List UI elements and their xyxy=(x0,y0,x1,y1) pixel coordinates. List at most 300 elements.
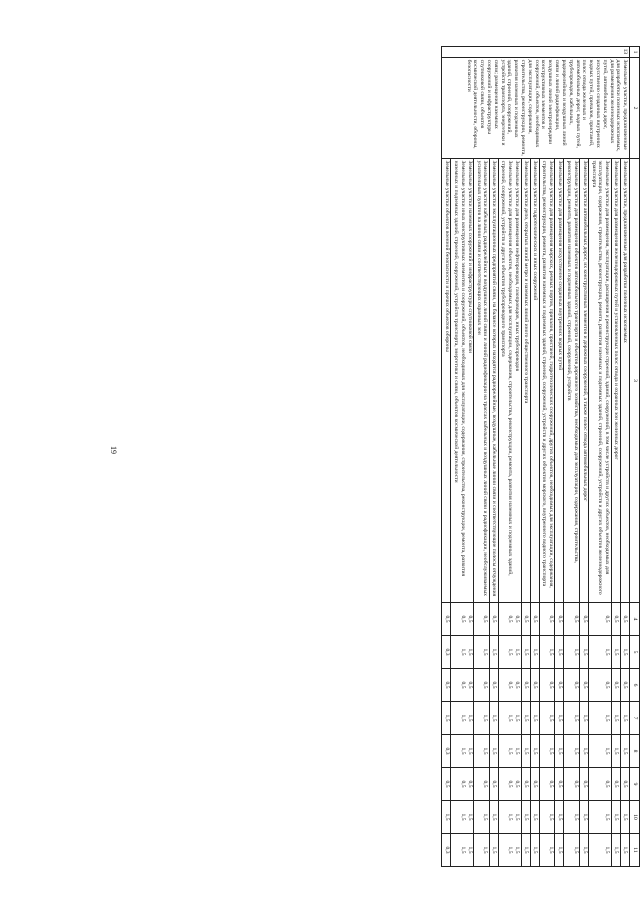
land-use-description xyxy=(620,159,629,603)
rate-value: 1,5 xyxy=(522,813,529,821)
rate-cell xyxy=(521,768,530,801)
rate-cell xyxy=(521,636,530,669)
rate-value: 0,5 xyxy=(513,780,520,788)
rate-value: 1,5 xyxy=(581,747,588,755)
table-row xyxy=(580,47,589,867)
rate-value: 1,5 xyxy=(466,813,473,821)
rate-value: 1,5 xyxy=(581,648,588,656)
rate-value: 0,5 xyxy=(459,615,466,623)
rate-cell xyxy=(489,669,498,702)
rate-cell xyxy=(521,702,530,735)
rate-value: 1,5 xyxy=(513,813,520,821)
rate-value: 0,5 xyxy=(443,681,450,689)
table-row xyxy=(451,47,474,867)
rate-value: 1,5 xyxy=(572,648,579,656)
rate-value: 1,5 xyxy=(556,714,563,722)
rate-cell xyxy=(620,669,629,702)
rate-value: 1,5 xyxy=(459,747,466,755)
rate-cell xyxy=(530,834,539,867)
land-use-description xyxy=(611,159,620,603)
rate-value: 1,5 xyxy=(513,846,520,854)
rate-cell xyxy=(555,768,564,801)
land-use-description xyxy=(555,159,564,603)
rate-value: 0,5 xyxy=(547,681,554,689)
rate-cell xyxy=(530,636,539,669)
rate-value: 0,5 xyxy=(581,615,588,623)
rate-cell xyxy=(498,834,521,867)
rate-cell xyxy=(564,603,580,636)
rate-cell xyxy=(611,702,620,735)
rate-value: 0,5 xyxy=(622,681,629,689)
rate-cell xyxy=(589,735,612,768)
rate-value: 1,5 xyxy=(604,747,611,755)
column-header: 6 xyxy=(629,669,639,702)
rate-value: 0,5 xyxy=(556,681,563,689)
description-line: Земельные участки для размещения, эксплуатации, расширения и реконструкции строений, зданий, сооружений, в том числе устройств и других объектов, необходимых для эксплуатации, содержания, строительства, реконструкции, ремонта, развития наземных и подземных зданий, строений, сооружений, устройств и других объектов железнодорожного транспорта xyxy=(590,160,611,595)
rate-cell xyxy=(539,702,555,735)
column-header: 2 xyxy=(629,58,639,159)
rate-cell xyxy=(451,735,474,768)
description-line: Земельные участки гидротехнических и иных сооружений xyxy=(531,160,538,301)
rate-cell xyxy=(530,669,539,702)
rate-value: 0,5 xyxy=(622,780,629,788)
rate-value: 1,5 xyxy=(482,747,489,755)
rate-value: 0,5 xyxy=(466,780,473,788)
rate-value: 1,5 xyxy=(466,747,473,755)
row-number-cell: 13 xyxy=(442,47,629,58)
rate-cell xyxy=(555,702,564,735)
rate-value: 1,5 xyxy=(604,813,611,821)
column-header: 11 xyxy=(629,834,639,867)
rate-value: 0,5 xyxy=(522,780,529,788)
rate-cell xyxy=(451,834,474,867)
land-use-description xyxy=(451,159,474,603)
rate-cell xyxy=(589,801,612,834)
rate-value: 0,5 xyxy=(604,615,611,623)
rate-cell xyxy=(442,801,451,834)
rate-value: 1,5 xyxy=(466,648,473,656)
rate-value: 0,5 xyxy=(459,780,466,788)
column-header: 5 xyxy=(629,636,639,669)
rate-cell xyxy=(451,801,474,834)
rate-value: 1,5 xyxy=(531,714,538,722)
rate-cell xyxy=(555,834,564,867)
rate-cell xyxy=(442,702,451,735)
rate-value: 0,5 xyxy=(513,615,520,623)
rate-cell xyxy=(555,636,564,669)
description-line: Земельные участки объектов военной безопасности и прочих объектов обороны xyxy=(443,160,450,352)
rate-value: 0,5 xyxy=(556,615,563,623)
rate-value: 0,5 xyxy=(466,615,473,623)
rate-value: 1,5 xyxy=(513,747,520,755)
table-body xyxy=(442,47,629,867)
table-row xyxy=(611,47,620,867)
rate-value: 0,5 xyxy=(507,681,514,689)
land-use-description xyxy=(564,159,580,603)
rate-value: 0,3 xyxy=(443,648,450,656)
rate-value: 0,5 xyxy=(547,780,554,788)
rate-value: 0,5 xyxy=(531,615,538,623)
rate-cell xyxy=(580,669,589,702)
rate-cell xyxy=(564,801,580,834)
rate-value: 1,5 xyxy=(556,813,563,821)
rate-value: 1,5 xyxy=(522,747,529,755)
rate-cell xyxy=(539,669,555,702)
rate-value: 1,5 xyxy=(507,714,514,722)
rate-cell xyxy=(442,834,451,867)
rate-value: 1,5 xyxy=(622,813,629,821)
rate-value: 0,5 xyxy=(547,615,554,623)
rate-cell xyxy=(474,669,490,702)
rate-value: 1,5 xyxy=(443,714,450,722)
rate-cell xyxy=(564,636,580,669)
rate-value: 1,5 xyxy=(531,846,538,854)
rate-value: 1,5 xyxy=(572,846,579,854)
rate-value: 1,5 xyxy=(572,813,579,821)
description-line: Земельные участки для размещения железнодорожных путей и установленных полос отвода и охранных зон железных дорог xyxy=(613,160,620,460)
rate-cell xyxy=(539,603,555,636)
land-use-description xyxy=(442,159,451,603)
rate-cell xyxy=(611,669,620,702)
description-line: Земельные участки, предназначенные для разработки полезных ископаемых xyxy=(622,160,629,343)
rate-cell xyxy=(555,603,564,636)
rate-value: 1,5 xyxy=(507,813,514,821)
rate-value: 0,5 xyxy=(522,681,529,689)
rate-value: 1,5 xyxy=(547,648,554,656)
rate-value: 1,5 xyxy=(581,714,588,722)
rate-value: 0,5 xyxy=(581,681,588,689)
rate-value: 1,5 xyxy=(547,714,554,722)
rate-value: 1,5 xyxy=(491,714,498,722)
rate-value: 0,5 xyxy=(622,615,629,623)
column-header: 8 xyxy=(629,735,639,768)
rate-value: 0,5 xyxy=(572,780,579,788)
rate-cell xyxy=(564,768,580,801)
rate-cell xyxy=(489,702,498,735)
rate-cell xyxy=(564,702,580,735)
category-cell: Земельные участки, предназначенные для разработки полезных ископаемых, для размещения железнодорожных путей, автомобильных дорог, искусственно созданных внутренних водных путей, причалов, пристаней, полос отвода железных и автомобильных дорог, водных путей, трубопроводов, кабельных, радиорелейных и воздушных линий связи и линий радиофикации, воздушных линий электропередачи конструктивных элементов и сооружений, объектов, необходимых для эксплуатации, содержания, строительства, реконструкции, ремонта, развития наземных и подземных зданий, строений, сооружений, устройств транспорта, энергетики и связи; размещения наземных сооружений и инфраструктуры спутниковой связи, объектов космической деятельности, обороны, безопасности xyxy=(442,58,629,159)
rate-cell xyxy=(521,735,530,768)
rate-cell xyxy=(498,768,521,801)
rate-cell xyxy=(442,636,451,669)
rate-cell xyxy=(498,669,521,702)
table-row xyxy=(530,47,539,867)
rate-cell xyxy=(530,735,539,768)
rate-value: 1,5 xyxy=(491,648,498,656)
column-header: 1 xyxy=(629,47,639,58)
rate-value: 0,5 xyxy=(466,681,473,689)
rate-cell xyxy=(620,702,629,735)
rate-cell xyxy=(530,603,539,636)
rate-value: 1,5 xyxy=(572,714,579,722)
rate-cell xyxy=(611,636,620,669)
rate-value: 1,5 xyxy=(531,648,538,656)
rate-cell xyxy=(620,768,629,801)
rate-cell xyxy=(589,702,612,735)
rate-cell xyxy=(474,636,490,669)
rate-value: 1,5 xyxy=(459,714,466,722)
column-header: 3 xyxy=(629,159,639,603)
rate-value: 0,5 xyxy=(459,681,466,689)
rate-value: 1,5 xyxy=(604,846,611,854)
rate-cell xyxy=(530,801,539,834)
rate-value: 1,5 xyxy=(466,846,473,854)
rate-value: 0,5 xyxy=(531,780,538,788)
rate-cell xyxy=(564,669,580,702)
rate-value: 0,5 xyxy=(482,615,489,623)
rate-cell xyxy=(474,768,490,801)
rate-value: 0,5 xyxy=(531,681,538,689)
rate-value: 1,5 xyxy=(622,714,629,722)
rate-cell xyxy=(580,702,589,735)
rate-cell xyxy=(530,702,539,735)
rate-value: 1,5 xyxy=(443,813,450,821)
rate-value: 1,5 xyxy=(507,747,514,755)
rate-value: 0,5 xyxy=(507,615,514,623)
description-line: Земельные участки наземных сооружений и инфраструктуры спутниковой связи xyxy=(466,160,473,353)
rate-value: 1,5 xyxy=(482,714,489,722)
description-line: Земельные участки для размещения искусственно созданных внутренних водных путей xyxy=(556,160,563,371)
rate-value: 0,3 xyxy=(443,747,450,755)
rate-cell xyxy=(555,669,564,702)
table-row xyxy=(620,47,629,867)
rate-cell xyxy=(442,735,451,768)
rate-value: 1,5 xyxy=(547,813,554,821)
land-use-description xyxy=(521,159,530,603)
rate-cell xyxy=(521,669,530,702)
rate-cell xyxy=(451,702,474,735)
rate-cell xyxy=(489,768,498,801)
rate-cell xyxy=(589,768,612,801)
rate-cell xyxy=(474,702,490,735)
column-header: 9 xyxy=(629,768,639,801)
rate-value: 0,5 xyxy=(482,780,489,788)
rate-value: 1,5 xyxy=(613,747,620,755)
rate-cell xyxy=(498,735,521,768)
rate-cell xyxy=(489,603,498,636)
rate-value: 0,5 xyxy=(581,780,588,788)
rate-cell xyxy=(489,834,498,867)
rate-value: 1,5 xyxy=(459,648,466,656)
rate-value: 0,5 xyxy=(507,780,514,788)
rate-cell xyxy=(474,735,490,768)
rate-value: 1,5 xyxy=(531,747,538,755)
description-line: Земельные участки для размещения объектов автомобильного транспорта и объектов дорожного хозяйства, необходимых для эксплуатации, содержания, строительства, реконструкции, ремонта, развития наземных и подземных зданий, строений, сооружений, устройств xyxy=(565,160,579,563)
rate-cell xyxy=(451,603,474,636)
rate-value: 1,5 xyxy=(522,648,529,656)
rate-value: 1,5 xyxy=(613,714,620,722)
rate-value: 1,5 xyxy=(572,747,579,755)
land-use-description xyxy=(539,159,555,603)
rate-value: 1,5 xyxy=(613,846,620,854)
rate-cell xyxy=(611,735,620,768)
rate-cell xyxy=(498,801,521,834)
table-row xyxy=(489,47,498,867)
rate-value: 0,5 xyxy=(443,615,450,623)
land-use-description xyxy=(530,159,539,603)
rate-value: 0,5 xyxy=(491,681,498,689)
description-line: Земельные участки иных конструктивных элементов и сооружений, объектов, необходимых для эксплуатации, содержания, строительства, реконструкции, ремонта, развития наземных и подземных зданий, строений, сооружений, устройств транспорта, энергетики и связи, объектов космической деятельности xyxy=(452,160,466,577)
rate-cell xyxy=(451,669,474,702)
rate-value: 1,5 xyxy=(491,813,498,821)
rate-cell xyxy=(498,636,521,669)
rate-cell xyxy=(539,636,555,669)
rate-cell xyxy=(451,768,474,801)
rate-cell xyxy=(489,636,498,669)
rate-cell xyxy=(564,834,580,867)
rate-value: 1,5 xyxy=(531,813,538,821)
rate-cell xyxy=(611,768,620,801)
rate-value: 0,3 xyxy=(443,846,450,854)
rate-value: 1,5 xyxy=(547,747,554,755)
rate-value: 0,5 xyxy=(491,615,498,623)
rate-value: 1,5 xyxy=(482,846,489,854)
land-use-description xyxy=(580,159,589,603)
rate-cell xyxy=(539,768,555,801)
rate-cell xyxy=(539,801,555,834)
rate-value: 1,5 xyxy=(556,846,563,854)
rate-cell xyxy=(589,603,612,636)
rate-value: 0,5 xyxy=(513,681,520,689)
land-use-description xyxy=(589,159,612,603)
table-row xyxy=(498,47,521,867)
rate-cell xyxy=(521,801,530,834)
rate-value: 1,5 xyxy=(522,714,529,722)
rate-value: 1,5 xyxy=(466,714,473,722)
rate-value: 1,5 xyxy=(613,813,620,821)
description-line: Земельные участки эксплуатационных предприятий связи, на балансе которых находятся радиорелейные, воздушные, кабельные линии связи и соответствующие полосы отчуждения xyxy=(491,160,498,597)
rate-cell xyxy=(580,636,589,669)
column-header: 7 xyxy=(629,702,639,735)
rate-value: 0,5 xyxy=(556,780,563,788)
table-row xyxy=(521,47,530,867)
rate-value: 1,5 xyxy=(459,813,466,821)
rate-value: 0,5 xyxy=(613,780,620,788)
rate-cell xyxy=(580,768,589,801)
rate-cell xyxy=(580,834,589,867)
rate-cell xyxy=(611,834,620,867)
rate-cell xyxy=(611,801,620,834)
rate-value: 1,5 xyxy=(513,714,520,722)
rate-value: 1,5 xyxy=(491,747,498,755)
rate-value: 0,5 xyxy=(522,615,529,623)
rate-cell xyxy=(521,603,530,636)
rate-value: 1,5 xyxy=(604,648,611,656)
rate-value: 1,5 xyxy=(622,846,629,854)
rate-value: 1,5 xyxy=(507,846,514,854)
description-line: Земельные участки для размещения нефтепроводов, газопроводов, иных трубопроводов xyxy=(513,160,520,372)
description-line: Земельные участки автомобильных дорог, их конструктивных элементов и дорожных сооружений, а также полос отвода автомобильных дорог xyxy=(581,160,588,502)
description-line: Земельные участки депо, открытых линий метро и наземных линий иного общественного транспорта xyxy=(522,160,529,404)
page-number: 19 xyxy=(109,446,118,454)
rate-cell xyxy=(589,636,612,669)
land-use-description xyxy=(498,159,521,603)
table-row xyxy=(442,47,451,867)
rate-cell xyxy=(611,603,620,636)
table-row xyxy=(474,47,490,867)
land-use-description xyxy=(489,159,498,603)
rate-value: 1,5 xyxy=(513,648,520,656)
rate-cell xyxy=(555,735,564,768)
tax-rate-table xyxy=(442,46,640,867)
rate-cell xyxy=(589,834,612,867)
header-row xyxy=(629,47,639,867)
rate-value: 1,5 xyxy=(522,846,529,854)
rate-value: 1,5 xyxy=(556,747,563,755)
rate-cell xyxy=(580,603,589,636)
rate-cell xyxy=(620,636,629,669)
rate-cell xyxy=(589,669,612,702)
rate-cell xyxy=(474,603,490,636)
rate-cell xyxy=(580,735,589,768)
rate-value: 0,5 xyxy=(604,681,611,689)
rate-value: 0,5 xyxy=(491,780,498,788)
rate-value: 1,5 xyxy=(459,846,466,854)
rate-cell xyxy=(580,801,589,834)
rate-value: 1,5 xyxy=(622,648,629,656)
rate-value: 1,5 xyxy=(581,846,588,854)
table-row xyxy=(539,47,555,867)
rate-cell xyxy=(474,834,490,867)
rate-value: 1,5 xyxy=(482,813,489,821)
column-header: 10 xyxy=(629,801,639,834)
table-row xyxy=(564,47,580,867)
rate-cell xyxy=(620,801,629,834)
land-use-description xyxy=(474,159,490,603)
rate-cell xyxy=(521,834,530,867)
description-line: Земельные участки кабельных, радиорелейных и воздушных линий связи и линий радиофикации на трассах кабельных и воздушных линий связи и радиофикации, необслуживаемых усилительных пунктов на линии связи и соответствующих охранных зон xyxy=(475,160,489,596)
rate-cell xyxy=(620,735,629,768)
rate-cell xyxy=(564,735,580,768)
rate-cell xyxy=(539,834,555,867)
rate-value: 1,5 xyxy=(556,648,563,656)
rate-cell xyxy=(474,801,490,834)
rate-cell xyxy=(498,702,521,735)
rate-value: 1,5 xyxy=(622,747,629,755)
description-line: Земельные участки для размещения объектов, необходимых для эксплуатации, содержания, строительства, реконструкции, ремонта, развития наземных и подземных зданий, строений, сооружений, устройств и других объектов трубопроводного транспорта xyxy=(500,160,514,576)
rate-cell xyxy=(442,669,451,702)
rate-value: 1,5 xyxy=(604,714,611,722)
rate-value: 1,5 xyxy=(581,813,588,821)
rate-value: 0,5 xyxy=(443,780,450,788)
rate-value: 1,5 xyxy=(491,846,498,854)
rate-cell xyxy=(451,636,474,669)
rate-value: 0,5 xyxy=(482,681,489,689)
table-row xyxy=(555,47,564,867)
description-line: Земельные участки для размещения морских, речных портов, причалов, пристаней, гидротехнических сооружений, других объектов, необходимых для эксплуатации, содержания, строительства, реконструкции, ремонта, развития наземных и подземных зданий, строений, сооружений, устройств и других объектов морского, внутреннего водного транспорта xyxy=(540,160,554,588)
rate-cell xyxy=(442,768,451,801)
rate-value: 1,5 xyxy=(507,648,514,656)
rate-cell xyxy=(489,735,498,768)
rate-value: 1,5 xyxy=(482,648,489,656)
rate-value: 0,5 xyxy=(613,615,620,623)
rate-cell xyxy=(539,735,555,768)
rate-cell xyxy=(620,603,629,636)
rate-value: 0,5 xyxy=(572,681,579,689)
rate-cell xyxy=(530,768,539,801)
rate-value: 1,5 xyxy=(613,648,620,656)
rate-value: 0,5 xyxy=(613,681,620,689)
rate-value: 0,5 xyxy=(572,615,579,623)
rate-cell xyxy=(498,603,521,636)
rate-cell xyxy=(489,801,498,834)
rotated-table-container xyxy=(80,46,640,866)
rate-cell xyxy=(555,801,564,834)
rate-cell xyxy=(442,603,451,636)
rate-value: 1,5 xyxy=(547,846,554,854)
rate-value: 0,5 xyxy=(604,780,611,788)
column-header: 4 xyxy=(629,603,639,636)
